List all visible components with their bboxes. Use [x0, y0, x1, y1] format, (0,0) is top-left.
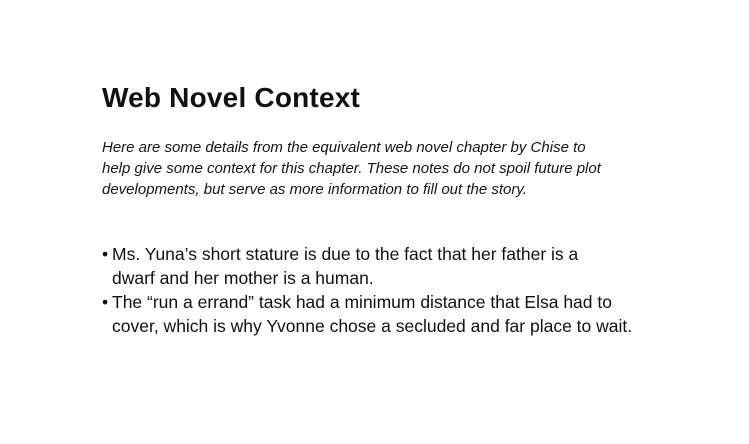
intro-paragraph: [102, 137, 632, 200]
bullet-icon: •: [102, 244, 109, 264]
intro-line: Here are some details from the equivalent web novel chapter by Chise to: [102, 139, 586, 156]
note-text-line: cover, which is why Yvonne chose a secluded and far place to wait.: [112, 316, 633, 336]
note-text-line: dwarf and her mother is a human.: [112, 268, 374, 288]
page-title: Web Novel Context: [102, 82, 361, 113]
note-item: [102, 242, 702, 290]
intro-line: developments, but serve as more information to fill out the story.: [102, 181, 527, 198]
note-text-line: The “run a errand” task had a minimum distance that Elsa had to: [112, 292, 612, 312]
note-text-line: Ms. Yuna’s short stature is due to the fact that her father is a: [112, 244, 579, 264]
bullet-icon: •: [102, 292, 109, 312]
intro-line: help give some context for this chapter. These notes do not spoil future plot: [102, 160, 601, 177]
notes-list: [102, 242, 702, 338]
note-item: [102, 290, 702, 338]
